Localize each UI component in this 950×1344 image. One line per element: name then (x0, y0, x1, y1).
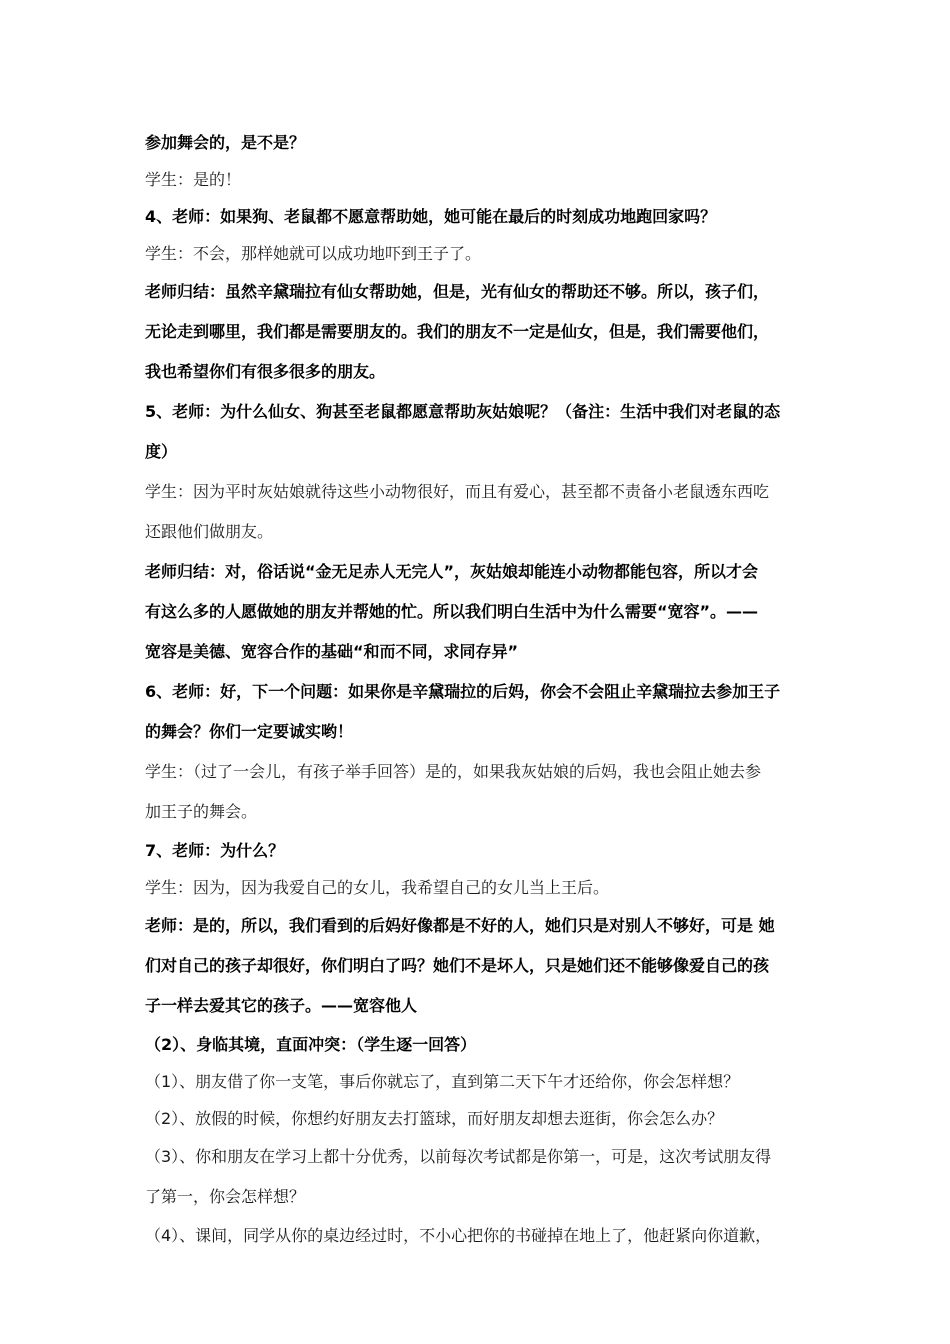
text-line: 学生：不会，那样她就可以成功地吓到王子了。 (145, 244, 482, 263)
text-line: 老师：是的，所以，我们看到的后妈好像都是不好的人，她们只是对别人不够好，可是 她 (145, 916, 775, 935)
text-line: 加王子的舞会。 (145, 802, 258, 821)
text-line: 有这么多的人愿做她的朋友并帮她的忙。所以我们明白生活中为什么需要“宽容”。—— (145, 602, 759, 621)
text-line: 还跟他们做朋友。 (145, 522, 274, 541)
text-line: （2）、身临其境，直面冲突：（学生逐一回答） (145, 1035, 477, 1054)
text-line: 学生：因为平时灰姑娘就待这些小动物很好，而且有爱心，甚至都不责备小老鼠透东西吃 (145, 482, 770, 501)
text-line: 老师归结：对，俗话说“金无足赤人无完人”，灰姑娘却能连小动物都能包容，所以才会 (145, 562, 759, 581)
text-line: 7、老师：为什么？ (145, 841, 285, 860)
text-line: （4）、课间，同学从你的桌边经过时，不小心把你的书碰掉在地上了，他赶紧向你道歉， (145, 1226, 772, 1245)
text-line: 5、老师：为什么仙女、狗甚至老鼠都愿意帮助灰姑娘呢？（备注：生活中我们对老鼠的态 (145, 402, 781, 421)
text-line: 了第一，你会怎样想？ (145, 1187, 306, 1206)
text-line: 子一样去爱其它的孩子。——宽容他人 (145, 996, 418, 1015)
text-line: 的舞会？你们一定要诚实哟！ (145, 722, 354, 741)
text-line: 无论走到哪里，我们都是需要朋友的。我们的朋友不一定是仙女，但是，我们需要他们， (145, 322, 770, 341)
text-line: 学生：（过了一会儿，有孩子举手回答）是的，如果我灰姑娘的后妈，我也会阻止她去参 (145, 762, 762, 781)
text-line: 们对自己的孩子却很好，你们明白了吗？她们不是坏人，只是她们还不能够像爱自己的孩 (145, 956, 770, 975)
text-line: 6、老师：好，下一个问题：如果你是辛黛瑞拉的后妈，你会不会阻止辛黛瑞拉去参加王子 (145, 682, 781, 701)
text-line: 度） (145, 442, 178, 461)
text-line: 老师归结：虽然辛黛瑞拉有仙女帮助她，但是，光有仙女的帮助还不够。所以，孩子们， (145, 282, 770, 301)
text-line: （1）、朋友借了你一支笔，事后你就忘了，直到第二天下午才还给你，你会怎样想？ (145, 1072, 740, 1091)
text-line: 参加舞会的，是不是？ (145, 133, 306, 152)
text-line: 学生：是的！ (145, 170, 242, 189)
text-line: 4、老师：如果狗、老鼠都不愿意帮助她，她可能在最后的时刻成功地跑回家吗？ (145, 207, 717, 226)
text-line: 我也希望你们有很多很多的朋友。 (145, 362, 386, 381)
text-line: 学生：因为，因为我爱自己的女儿，我希望自己的女儿当上王后。 (145, 878, 610, 897)
document-body (145, 124, 810, 1254)
text-line: （3）、你和朋友在学习上都十分优秀，以前每次考试都是你第一，可是，这次考试朋友得 (145, 1147, 772, 1166)
text-line: 宽容是美德、宽容合作的基础“和而不同，求同存异” (145, 642, 519, 661)
text-line: （2）、放假的时候，你想约好朋友去打篮球，而好朋友却想去逛街，你会怎么办？ (145, 1109, 724, 1128)
